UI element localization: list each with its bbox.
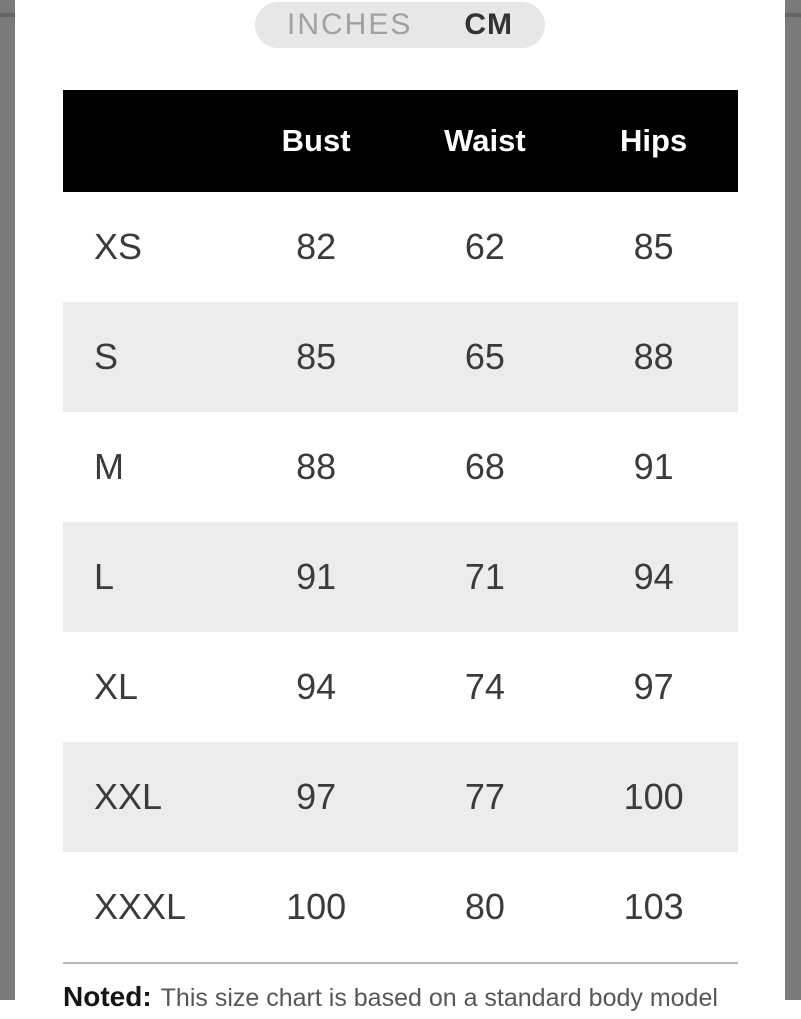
hips-value: 85 [633,226,674,267]
backdrop-edge-line [0,13,15,17]
waist-value: 65 [464,336,505,377]
waist-value: 74 [464,666,505,707]
size-label: XS [94,226,143,267]
size-label: M [94,446,124,487]
dimmed-page-backdrop-left [0,0,15,1000]
hips-value: 97 [633,666,674,707]
bust-value: 85 [296,336,337,377]
waist-value: 68 [464,446,505,487]
table-row-xxl [63,742,738,852]
size-label: XXL [94,776,163,817]
note-label: Noted: [63,981,152,1012]
table-row-xs [63,192,738,302]
bust-value: 94 [296,666,337,707]
column-header-waist: Waist [444,123,526,158]
waist-value: 71 [464,556,505,597]
size-label: L [94,556,115,597]
unit-option-cm[interactable]: CM [464,8,513,41]
waist-value: 80 [464,886,505,927]
size-chart-note [63,962,738,1019]
hips-value: 91 [633,446,674,487]
size-label: XL [94,666,139,707]
waist-value: 77 [464,776,505,817]
table-row-s [63,302,738,412]
table-row-m [63,412,738,522]
table-row-xl [63,632,738,742]
table-row-l [63,522,738,632]
size-label: S [94,336,119,377]
size-label: XXXL [94,886,187,927]
size-chart-table [63,90,738,962]
table-row-xxxl [63,852,738,962]
bust-value: 97 [296,776,337,817]
column-header-bust: Bust [281,123,351,158]
waist-value: 62 [464,226,505,267]
hips-value: 88 [633,336,674,377]
unit-toggle[interactable] [255,2,545,48]
hips-value: 103 [623,886,684,927]
unit-option-inches[interactable]: INCHES [286,8,413,41]
table-header-row [63,90,738,192]
column-header-hips: Hips [620,123,688,158]
bust-value: 100 [286,886,347,927]
hips-value: 94 [633,556,674,597]
backdrop-edge-line [785,13,801,17]
bust-value: 82 [296,226,337,267]
dimmed-page-backdrop-right [785,0,801,1000]
bust-value: 91 [296,556,337,597]
bust-value: 88 [296,446,337,487]
note-text: This size chart is based on a standard body model [160,984,718,1012]
hips-value: 100 [623,776,684,817]
size-guide-modal [15,0,785,1012]
